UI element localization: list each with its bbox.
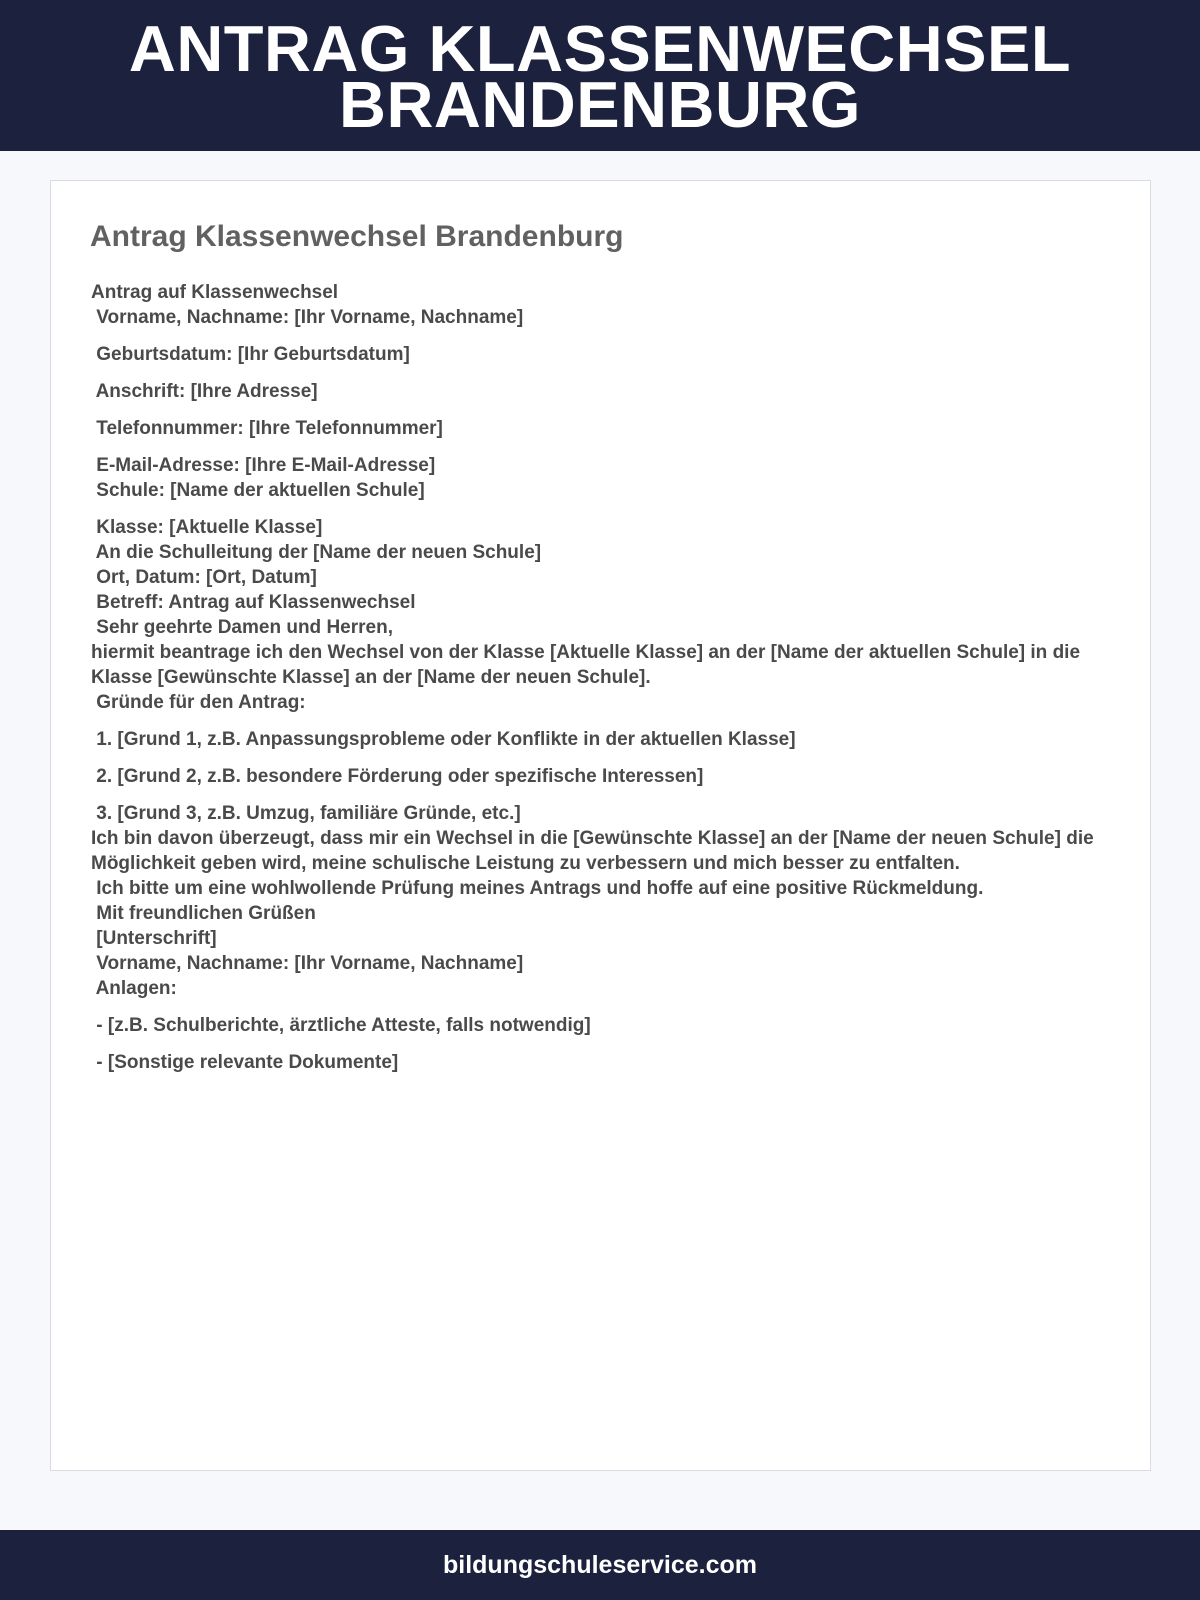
body-line: Mit freundlichen Grüßen bbox=[91, 903, 316, 924]
body-paragraph: hiermit beantrage ich den Wechsel von der Klasse [Aktuelle Klasse] an der [Name der aktuellen Schule] in die Klasse [Gewünschte Klasse] an der [Name der neuen Schule]. bbox=[91, 642, 1081, 688]
document-body bbox=[91, 280, 1121, 1075]
body-line: Vorname, Nachname: [Ihr Vorname, Nachname] bbox=[91, 953, 524, 974]
body-line: Schule: [Name der aktuellen Schule] bbox=[91, 480, 425, 501]
header-title-line-1: ANTRAG KLASSENWECHSEL bbox=[128, 11, 1072, 85]
footer-site-name: bildungschuleservice.com bbox=[443, 1551, 757, 1579]
body-line: Ort, Datum: [Ort, Datum] bbox=[91, 567, 317, 588]
body-line: Klasse: [Aktuelle Klasse] bbox=[91, 517, 323, 538]
body-line: Anschrift: [Ihre Adresse] bbox=[91, 381, 318, 402]
body-line: Sehr geehrte Damen und Herren, bbox=[91, 617, 393, 638]
body-line: Telefonnummer: [Ihre Telefonnummer] bbox=[91, 418, 443, 439]
document-card bbox=[50, 180, 1151, 1471]
body-line: Antrag auf Klassenwechsel bbox=[91, 282, 339, 303]
body-line: Betreff: Antrag auf Klassenwechsel bbox=[91, 592, 416, 613]
header-title-line-2: BRANDENBURG bbox=[339, 67, 861, 141]
body-line: E-Mail-Adresse: [Ihre E-Mail-Adresse] bbox=[91, 455, 436, 476]
reason-item: 3. [Grund 3, z.B. Umzug, familiäre Gründe, etc.] bbox=[91, 803, 521, 824]
attachment-item: - [z.B. Schulberichte, ärztliche Atteste, falls notwendig] bbox=[91, 1015, 591, 1036]
reason-item: 2. [Grund 2, z.B. besondere Förderung oder spezifische Interessen] bbox=[91, 766, 704, 787]
body-line: Anlagen: bbox=[91, 978, 177, 999]
body-line: [Unterschrift] bbox=[91, 928, 217, 949]
attachment-item: - [Sonstige relevante Dokumente] bbox=[91, 1052, 399, 1073]
body-line: An die Schulleitung der [Name der neuen Schule] bbox=[91, 542, 542, 563]
body-line: Ich bitte um eine wohlwollende Prüfung meines Antrags und hoffe auf eine positive Rückmeldung. bbox=[91, 878, 984, 899]
page-footer bbox=[0, 1530, 1200, 1600]
body-paragraph: Ich bin davon überzeugt, dass mir ein Wechsel in die [Gewünschte Klasse] an der [Name der neuen Schule] die Möglichkeit geben wird, meine schulische Leistung zu verbessern und mich besser zu entfalten. bbox=[91, 828, 1094, 874]
body-line: Gründe für den Antrag: bbox=[91, 692, 306, 713]
page-header bbox=[0, 0, 1200, 151]
reason-item: 1. [Grund 1, z.B. Anpassungsprobleme oder Konflikte in der aktuellen Klasse] bbox=[91, 729, 796, 750]
body-line: Geburtsdatum: [Ihr Geburtsdatum] bbox=[91, 344, 410, 365]
body-line: Vorname, Nachname: [Ihr Vorname, Nachname] bbox=[91, 307, 524, 328]
document-title: Antrag Klassenwechsel Brandenburg bbox=[90, 220, 624, 253]
